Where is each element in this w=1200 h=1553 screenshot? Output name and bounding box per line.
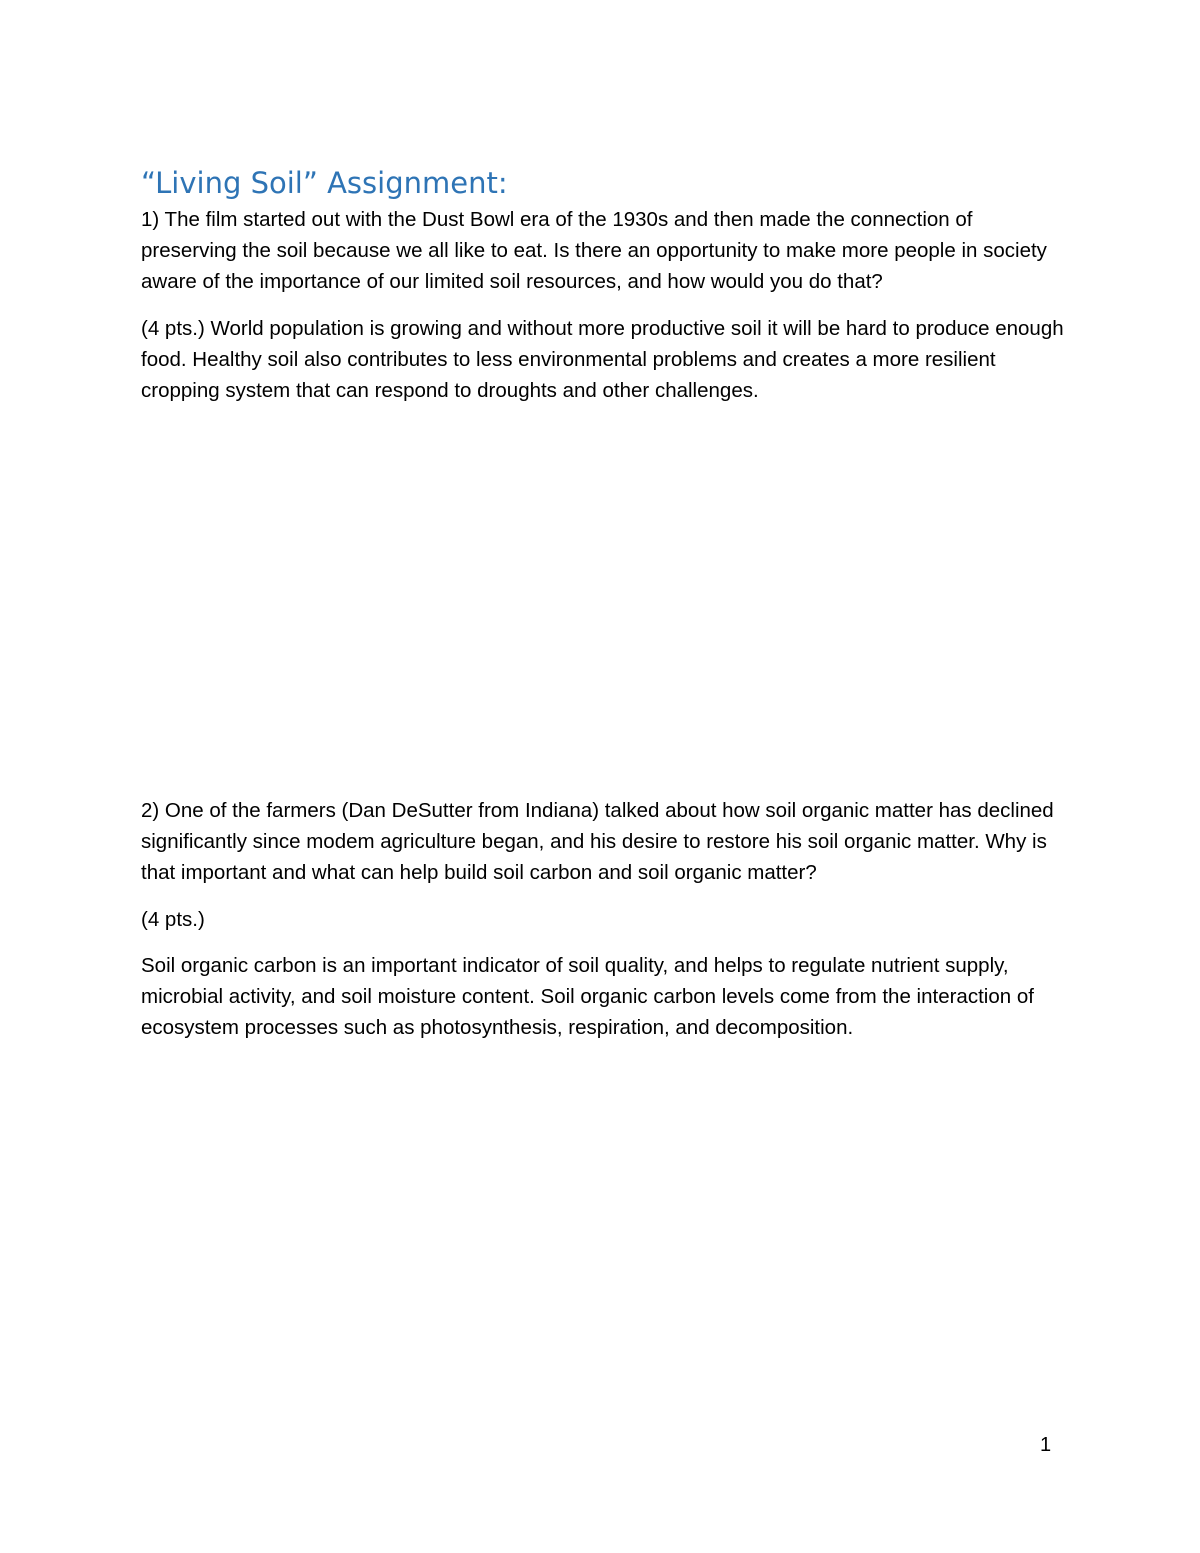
assignment-title: “Living Soil” Assignment: [141, 166, 508, 200]
page-number: 1 [1040, 1434, 1052, 1456]
points-2: (4 pts.) [141, 908, 205, 931]
question-1: 1) The film started out with the Dust Bowl era of the 1930s and then made the connection of preserving the soil because we all like to eat. Is there an opportunity to make more people in society aware of the importance of our limited soil resources, and how would you do that? [141, 208, 1047, 293]
answer-2: Soil organic carbon is an important indicator of soil quality, and helps to regulate nutrient supply, microbial activity, and soil moisture content. Soil organic carbon levels come from the interaction of ecosystem processes such as photosynthesis, respiration, and decomposition. [141, 954, 1034, 1039]
question-2: 2) One of the farmers (Dan DeSutter from Indiana) talked about how soil organic matter has declined significantly since modem agriculture began, and his desire to restore his soil organic matter. Why is that important and what can help build soil carbon and soil organic matter? [141, 799, 1054, 884]
answer-1: (4 pts.) World population is growing and without more productive soil it will be hard to produce enough food. Healthy soil also contributes to less environmental problems and creates a more resilient cropping system that can respond to droughts and other challenges. [141, 317, 1064, 402]
